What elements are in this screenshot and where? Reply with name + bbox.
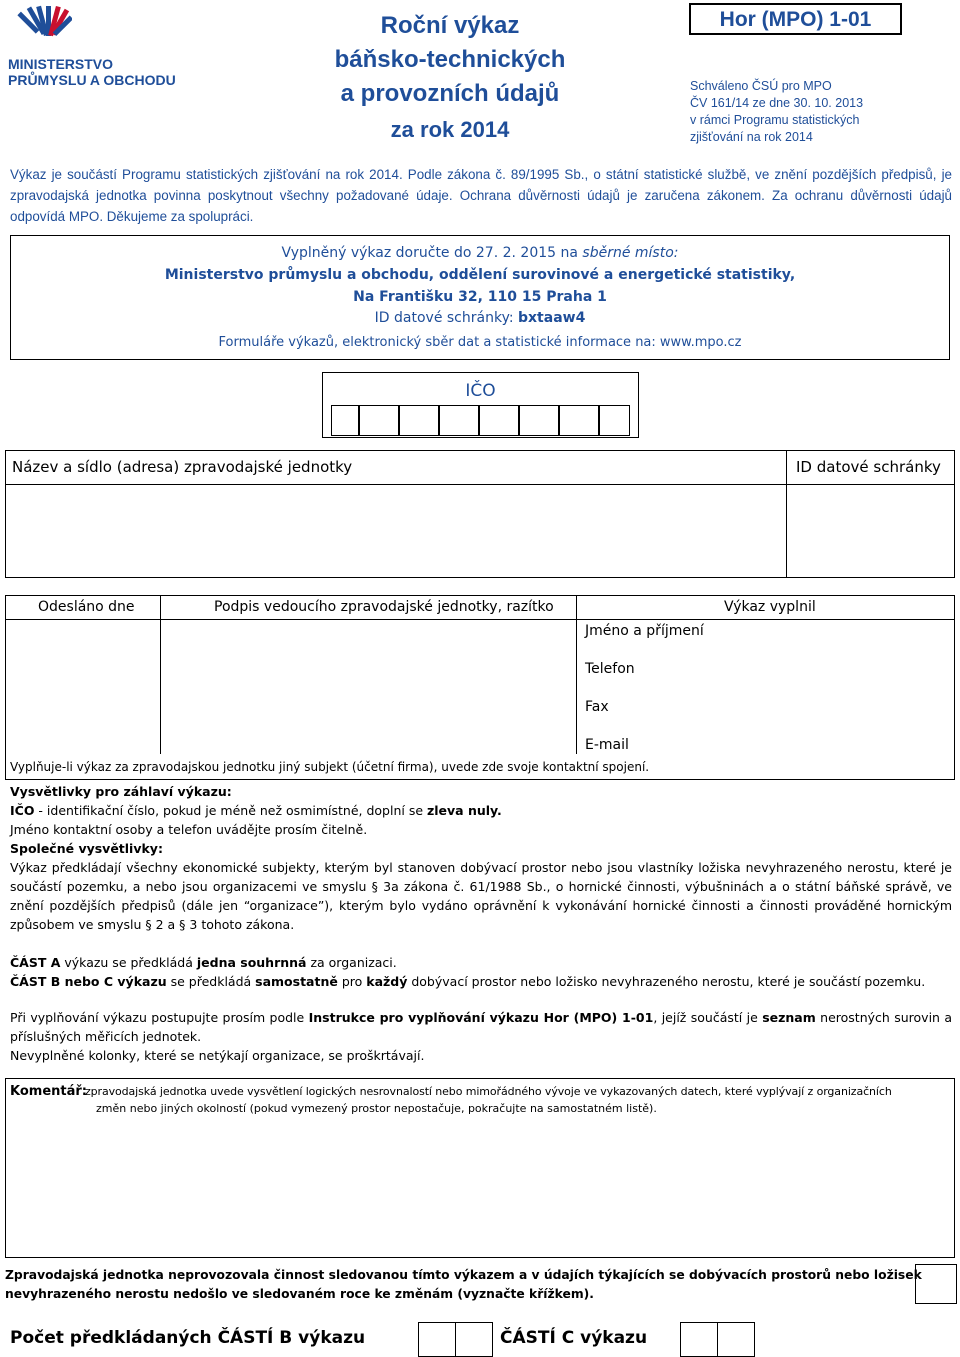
part-b-bold: ČÁST B nebo C výkazu — [10, 974, 167, 989]
ico-digit-3[interactable] — [399, 405, 439, 436]
ico-bold-2: zleva nuly. — [427, 803, 502, 818]
form-code: Hor (MPO) 1-01 — [719, 8, 872, 31]
delivery-line-2: Ministerstvo průmyslu a obchodu, oddělení surovinové a energetické statistiky, — [164, 267, 796, 283]
nonoperation-line-2: nevyhrazeného nerostu nedošlo ve sledovaném roce ke změnám (vyznačte křížkem). — [5, 1287, 594, 1301]
instruction-text: Při vyplňování výkazu postupujte prosím podle — [10, 1010, 309, 1025]
instruction-bold-2: seznam — [762, 1010, 816, 1025]
unit-id-label: ID datové schránky — [796, 458, 941, 476]
title-line-4: za rok 2014 — [390, 117, 510, 142]
ico-digit-2[interactable] — [359, 405, 399, 436]
part-b-count-digit-1[interactable] — [418, 1322, 456, 1357]
sent-date-label: Odesláno dne — [38, 599, 135, 615]
title-line-2: báňsko-technických — [334, 46, 566, 73]
approval-text — [690, 78, 950, 146]
common-explanation: Výkaz předkládají všechny ekonomické subjekty, kterým byl stanoven dobývací prostor nebo jsou vlastníky ložiska nevyhrazeného nerostu, které je součástí pozemku, a nebo jsou organizacemi ve smyslu § 3a zákona č. 61/1988 Sb., o hornické činnosti, výbušninách a o státní báňské správě, ve znění pozdějších předpisů (dále jen “organizace”), kterým bylo vydáno oprávnění k vykonávání hornické činnosti a činnosti prováděné hornickým způsobem ve smyslu § 2 a § 3 tohoto zákona. — [10, 860, 952, 932]
part-c-count-label: ČÁSTÍ C výkazu — [500, 1328, 648, 1348]
ico-digit-4[interactable] — [439, 405, 479, 436]
instruction-text-2: , jejíž součástí je — [653, 1010, 763, 1025]
explanations — [10, 782, 952, 1065]
name-label: Jméno a příjmení — [585, 623, 704, 639]
delivery-line-1-italic: sběrné místo: — [582, 245, 679, 261]
part-b-text: se předkládá — [166, 974, 256, 989]
part-b-count-label: Počet předkládaných ČÁSTÍ B výkazu — [10, 1328, 366, 1348]
contact-explanation: Jméno kontaktní osoby a telefon uvádějte prosím čitelně. — [10, 822, 368, 837]
common-explanations-heading: Společné vysvětlivky: — [10, 841, 163, 856]
delivery-line-3: Na Františku 32, 110 15 Praha 1 — [353, 289, 607, 305]
phone-label: Telefon — [585, 661, 635, 677]
email-label: E-mail — [585, 737, 629, 753]
delivery-line-1: Vyplněný výkaz doručte do 27. 2. 2015 na — [281, 245, 583, 261]
title-line-3: a provozních údajů — [340, 80, 560, 107]
ico-bold: IČO — [10, 803, 35, 818]
header-explanations-heading: Vysvětlivky pro záhlaví výkazu: — [10, 784, 232, 799]
part-a-text: výkazu se předkládá — [60, 955, 197, 970]
comment-line-2: změn nebo jiných okolností (pokud vymezený prostor nepostačuje, pokračujte na samostatném listě). — [96, 1102, 657, 1115]
fax-label: Fax — [585, 699, 609, 715]
part-a-text-2: za organizaci. — [306, 955, 397, 970]
ministry-logo — [8, 4, 198, 94]
approval-line-4: zjišťování na rok 2014 — [690, 130, 813, 144]
sent-date-field[interactable] — [7, 621, 159, 753]
third-party-note: Vyplňuje-li výkaz za zpravodajskou jednotku jiný subjekt (účetní firma), uvede zde svoje kontaktní spojení. — [10, 760, 650, 774]
ico-digit-7[interactable] — [559, 405, 599, 436]
signature-divider-1 — [160, 596, 161, 754]
form-code-box — [689, 3, 902, 35]
unit-name-label: Název a sídlo (adresa) zpravodajské jednotky — [12, 458, 353, 476]
part-c-count-digit-2[interactable] — [717, 1322, 755, 1357]
ico-digit-5[interactable] — [479, 405, 519, 436]
instruction-bold: Instrukce pro vyplňování výkazu Hor (MPO) 1-01 — [308, 1010, 654, 1025]
filled-by-label: Výkaz vyplnil — [724, 599, 816, 615]
part-a-bold: ČÁST A — [10, 955, 61, 970]
comment-line-1: zpravodajská jednotka uvede vysvětlení logických nesrovnalostí nebo mimořádného vývoje ve vykazovaných datech, které vyplývají z organizačních — [85, 1085, 892, 1098]
signature-divider-2 — [576, 596, 577, 754]
signature-field[interactable] — [162, 621, 574, 753]
part-b-bold-2: samostatně — [255, 974, 338, 989]
lion-emblem-icon — [8, 4, 72, 52]
comment-label: Komentář: — [10, 1084, 87, 1099]
approval-line-1: Schváleno ČSÚ pro MPO — [690, 79, 832, 93]
ico-digit-8[interactable] — [599, 405, 630, 436]
nonoperation-line-1: Zpravodajská jednotka neprovozovala činnost sledovanou tímto výkazem a v údajích týkajících se dobývacích prostorů nebo ložisek — [5, 1268, 922, 1282]
signature-header-line — [6, 619, 954, 620]
logo-line-2: PRŮMYSLU A OBCHODU — [8, 72, 176, 88]
title-line-1: Roční výkaz — [380, 12, 520, 39]
approval-line-2: ČV 161/14 ze dne 30. 10. 2013 — [690, 96, 864, 110]
ico-label: IČO — [465, 381, 496, 401]
delivery-box — [10, 235, 950, 360]
unit-header-line — [6, 484, 954, 485]
part-a-bold-2: jedna souhrnná — [196, 955, 307, 970]
instruction-text-3: nerostných surovin a příslušných měřicích jednotek. — [10, 1010, 953, 1044]
delivery-line-5: Formuláře výkazů, elektronický sběr dat a statistické informace na: www.mpo.cz — [218, 335, 742, 350]
data-box-id: bxtaaw4 — [518, 310, 586, 326]
nonoperation-checkbox[interactable] — [915, 1264, 957, 1304]
ico-digit-6[interactable] — [519, 405, 559, 436]
part-b-text-3: dobývací prostor nebo ložisko nevyhrazeného nerostu, které je součástí pozemku. — [407, 974, 926, 989]
signature-label: Podpis vedoucího zpravodajské jednotky, razítko — [214, 599, 554, 615]
part-b-count-digit-2[interactable] — [455, 1322, 493, 1357]
unused-fields-note: Nevyplněné kolonky, které se netýkají organizace, se proškrtávají. — [10, 1048, 425, 1063]
ico-digit-1[interactable] — [331, 405, 359, 436]
intro-paragraph: Výkaz je součástí Programu statistických zjišťování na rok 2014. Podle zákona č. 89/1995 Sb., o státní statistické službě, ve znění pozdějších předpisů, je zpravodajská jednotka povinna poskytnout všechny požadované údaje. Ochrana důvěrnosti údajů je zaručena zákonem. Za ochranu důvěrnosti údajů odpovídá MPO. Děkujeme za spolupráci. — [10, 167, 952, 224]
part-b-text-2: pro — [337, 974, 367, 989]
approval-line-3: v rámci Programu statistických — [690, 113, 860, 127]
delivery-line-4: ID datové schránky: — [374, 310, 518, 326]
ico-explanation: - identifikační číslo, pokud je méně než osmimístné, doplní se — [34, 803, 427, 818]
logo-line-1: MINISTERSTVO — [8, 56, 114, 72]
part-b-bold-3: každý — [366, 974, 408, 989]
part-c-count-digit-1[interactable] — [680, 1322, 718, 1357]
